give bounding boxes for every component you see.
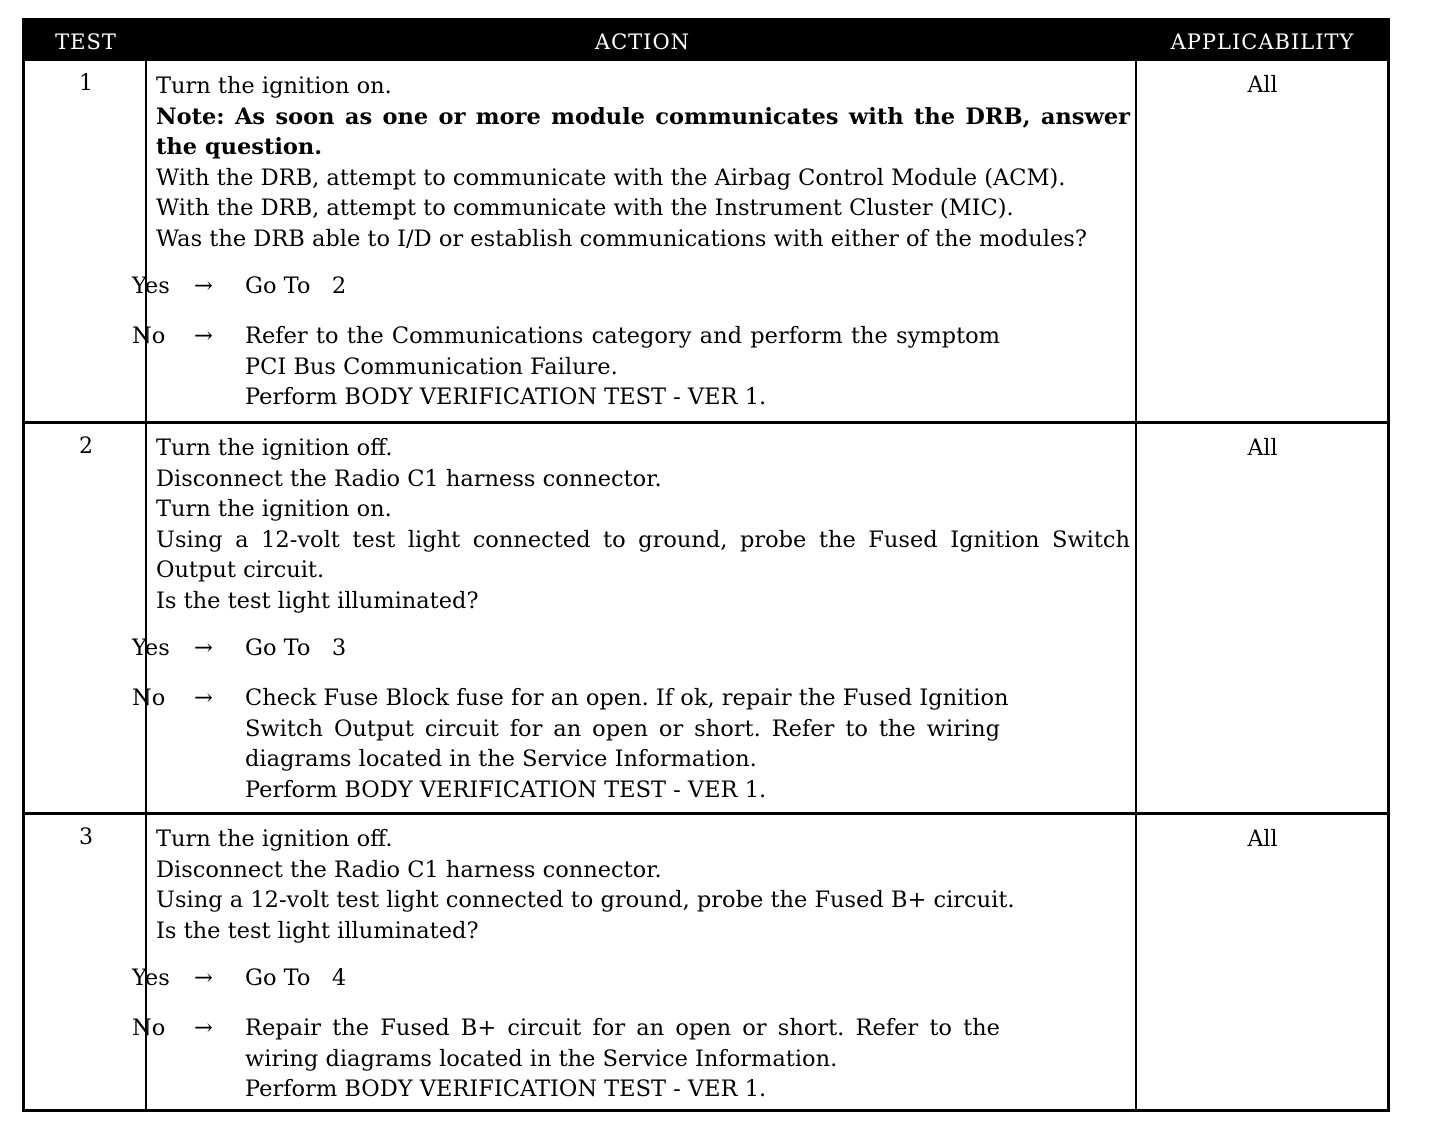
no-action-text <box>245 1013 1000 1105</box>
no-line: PCI Bus Communication Failure. <box>245 353 618 380</box>
action-line: With the DRB, attempt to communicate with the Airbag Control Module (ACM). <box>156 164 1066 191</box>
yes-label: Yes <box>132 273 170 299</box>
action-line: Disconnect the Radio C1 harness connector. <box>156 465 662 492</box>
yes-branch <box>132 963 1000 994</box>
header-action: ACTION <box>594 30 691 54</box>
table-row <box>25 424 1387 812</box>
applicability-value: All <box>1247 73 1278 98</box>
action-line: Turn the ignition on. <box>156 496 392 522</box>
arrow-icon: → <box>194 273 213 299</box>
action-text <box>156 71 1130 254</box>
no-line: Refer to the Communications category and perform the symptom <box>245 323 1000 349</box>
no-branch <box>132 321 1000 413</box>
no-branch <box>132 1013 1000 1105</box>
action-line: Disconnect the Radio C1 harness connector. <box>156 856 662 883</box>
yes-branch <box>132 271 1000 302</box>
action-line: Using a 12-volt test light connected to ground, probe the Fused B+ circuit. <box>156 887 1015 913</box>
no-branch <box>132 683 1009 807</box>
no-action-text <box>245 321 1000 413</box>
table-row <box>25 815 1387 1112</box>
arrow-icon: → <box>194 685 213 711</box>
applicability-value: All <box>1247 436 1278 461</box>
table-header <box>25 21 1387 61</box>
diagnostic-test-table <box>22 18 1390 1112</box>
note-line: the question. <box>156 134 323 160</box>
table-row <box>25 61 1387 421</box>
arrow-icon: → <box>194 323 213 349</box>
action-line: Using a 12-volt test light connected to ground, probe the Fused Ignition Switch <box>156 526 1130 553</box>
header-test: TEST <box>55 30 117 54</box>
no-action-text <box>245 683 1009 805</box>
action-line: Turn the ignition off. <box>156 826 393 852</box>
no-line: diagrams located in the Service Information. <box>245 746 757 772</box>
arrow-icon: → <box>194 965 213 991</box>
no-line: Perform BODY VERIFICATION TEST - VER 1. <box>245 1076 767 1102</box>
arrow-icon: → <box>194 635 213 661</box>
header-applicability: APPLICABILITY <box>1170 30 1355 54</box>
yes-branch <box>132 633 1000 664</box>
goto-text: Go To 3 <box>245 635 347 661</box>
no-line: Perform BODY VERIFICATION TEST - VER 1. <box>245 776 767 803</box>
no-label: No <box>132 323 166 349</box>
applicability-value: All <box>1247 827 1278 852</box>
yes-label: Yes <box>132 635 170 661</box>
no-line: wiring diagrams located in the Service Information. <box>245 1045 838 1072</box>
no-line: Switch Output circuit for an open or short. Refer to the wiring <box>245 715 1000 742</box>
action-text <box>156 433 1130 616</box>
yes-label: Yes <box>132 965 170 991</box>
goto-text: Go To 2 <box>245 273 347 299</box>
action-line: Output circuit. <box>156 557 325 583</box>
action-text <box>156 824 1130 946</box>
test-number: 2 <box>79 434 93 459</box>
no-line: Check Fuse Block fuse for an open. If ok, repair the Fused Ignition <box>245 685 1009 711</box>
test-number: 1 <box>79 71 93 96</box>
action-line: Turn the ignition on. <box>156 73 392 99</box>
question-line: Was the DRB able to I/D or establish communications with either of the modules? <box>156 225 1087 252</box>
no-line: Perform BODY VERIFICATION TEST - VER 1. <box>245 384 767 410</box>
no-label: No <box>132 1015 166 1041</box>
question-line: Is the test light illuminated? <box>156 587 479 614</box>
note-line: Note: As soon as one or more module communicates with the DRB, answer <box>156 103 1130 130</box>
action-line: With the DRB, attempt to communicate with the Instrument Cluster (MIC). <box>156 195 1014 221</box>
arrow-icon: → <box>194 1015 213 1041</box>
goto-text: Go To 4 <box>245 965 347 991</box>
action-line: Turn the ignition off. <box>156 435 393 461</box>
no-line: Repair the Fused B+ circuit for an open or short. Refer to the <box>245 1015 1000 1041</box>
no-label: No <box>132 685 166 711</box>
test-number: 3 <box>79 825 93 850</box>
question-line: Is the test light illuminated? <box>156 917 479 944</box>
